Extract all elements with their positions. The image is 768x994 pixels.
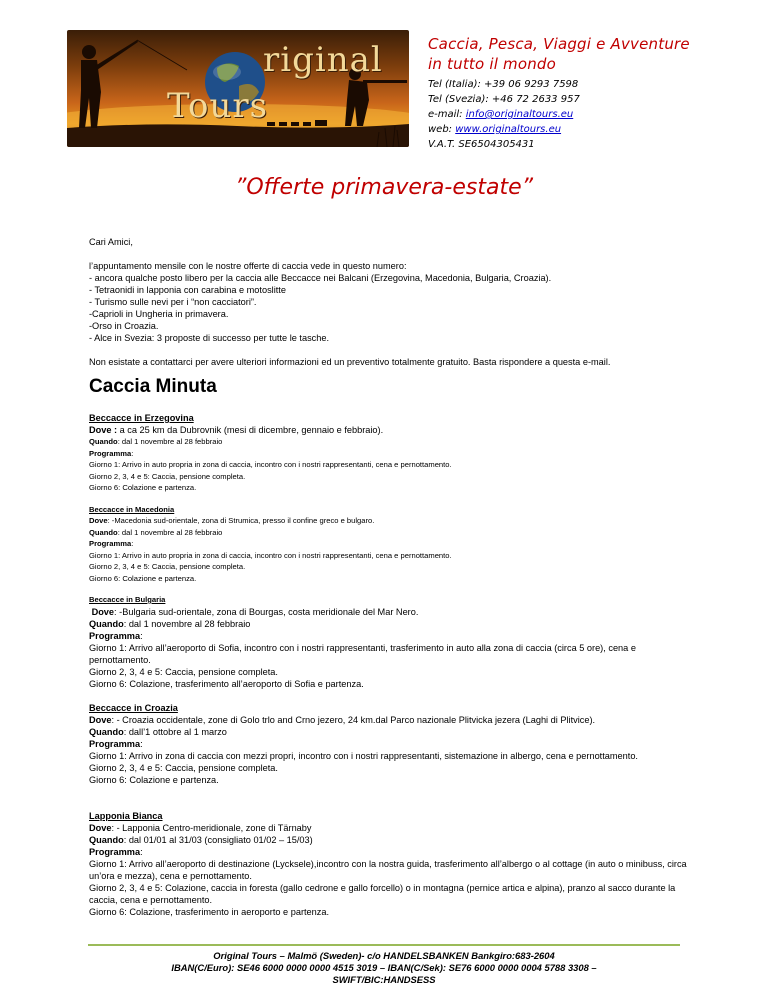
intro-item: - Tetraonidi in lapponia con carabina e motoslitte [89,285,286,295]
quando-label: Quando [89,834,124,845]
programma-suffix: : [140,738,143,749]
day-line: Giorno 2, 3, 4 e 5: Caccia, pensione completa. [89,562,246,571]
contact-block [428,34,728,152]
programma-line [89,846,689,858]
footer [0,950,768,986]
quando-value: : dal 1 novembre al 28 febbraio [123,618,251,629]
programma-label: Programma [89,738,141,749]
quando-line [89,527,689,539]
section-bulgaria [89,594,689,690]
section-title: Beccacce in Erzegovina [89,413,194,423]
day-line: Giorno 6: Colazione e partenza. [89,573,197,583]
day-line: Giorno 2, 3, 4 e 5: Colazione, caccia in foresta (gallo cedrone e gallo forcello) o in montagna (pernice artica e alpina), pranzo al sacco durante la caccia, cena e pernottamento. [89,882,676,905]
email-label: e-mail: [428,109,466,120]
programma-label: Programma [89,448,132,458]
programma-suffix: : [140,630,143,641]
dove-label: Dove [89,822,112,833]
dove-value: : - Lapponia Centro-meridionale, zone di Tärnaby [111,822,312,833]
footer-line: SWIFT/BIC:HANDSESS [332,974,436,985]
quando-value: : dal 01/01 al 31/03 (consigliato 01/02 – 15/03) [123,834,313,845]
quando-value: : dal 1 novembre al 28 febbraio [117,437,223,446]
day-line: Giorno 1: Arrivo all’aeroporto di destinazione (Lycksele),incontro con la nostra guida, trasferimento all’albergo o al cottage (in auto o minibuss, circa un’ora e mezza), cena e pernottamento. [89,858,687,881]
intro-item: - Alce in Svezia: 3 proposte di successo per tutte le tasche. [89,333,330,343]
section-macedonia [89,504,689,585]
web-label: web: [428,124,456,135]
quando-line [89,436,689,448]
dove-value: : - Croazia occidentale, zone di Golo trlo and Crno jezero, 24 km.dal Parco nazionale Plitvicka jezera (Laghi di Plitvice). [111,714,596,725]
quando-label: Quando [89,726,124,737]
day-line: Giorno 2, 3, 4 e 5: Caccia, pensione completa. [89,762,278,773]
section-heading: Caccia Minuta [89,376,217,397]
dove-label: Dove : [89,425,120,435]
web-link[interactable]: www.originaltours.eu [455,124,562,135]
vat-number: V.A.T. SE6504305431 [428,139,535,150]
section-title: Beccacce in Macedonia [89,504,175,514]
programma-line [89,630,689,642]
day-line: Giorno 2, 3, 4 e 5: Caccia, pensione completa. [89,471,246,481]
footer-line: Original Tours – Malmö (Sweden)- c/o HANDELSBANKEN Bankgiro:683-2604 [213,950,555,961]
dove-line [89,424,689,436]
dove-value: : -Bulgaria sud-orientale, zona di Bourgas, costa meridionale del Mar Nero. [114,606,419,617]
quando-line [89,618,689,630]
quando-line [89,834,689,846]
programma-suffix: : [131,539,134,548]
dove-label: Dove [91,606,115,617]
footer-line: IBAN(C/Euro): SE46 6000 0000 0000 4515 3019 – IBAN(C/Sek): SE76 6000 0000 0004 5788 3308 – [171,962,597,973]
email-link[interactable]: info@originaltours.eu [465,109,574,120]
phone-italy: Tel (Italia): +39 06 9293 7598 [428,79,579,90]
logo-text-top: riginal [263,40,383,80]
tagline-line2: in tutto il mondo [428,55,557,73]
dove-value: a ca 25 km da Dubrovnik (mesi di dicembre, gennaio e febbraio). [119,425,384,435]
phone-sweden: Tel (Svezia): +46 72 2633 957 [428,94,580,105]
section-title: Lapponia Bianca [89,810,163,821]
programma-suffix: : [131,448,134,458]
email-line [428,107,728,122]
web-line [428,122,728,137]
day-line: Giorno 2, 3, 4 e 5: Caccia, pensione completa. [89,666,278,677]
dove-label: Dove [89,714,112,725]
intro-item: - ancora qualche posto libero per la caccia alle Beccacce nei Balcani (Erzegovina, Macedonia, Bulgaria, Croazia). [89,273,552,283]
quando-label: Quando [89,527,118,537]
offers-title: ”Offerte primavera-estate” [234,175,534,200]
quando-line [89,726,689,738]
day-line: Giorno 1: Arrivo in auto propria in zona di caccia, incontro con i nostri rappresentanti, cena e pernottamento. [89,460,452,469]
quando-value: : dall’1 ottobre al 1 marzo [123,726,227,737]
programma-label: Programma [89,630,141,641]
logo-banner [67,30,409,147]
section-erzegovina [89,412,689,494]
quando-label: Quando [89,618,124,629]
logo-text-bottom: Tours [167,86,269,126]
day-line: Giorno 6: Colazione, trasferimento all’aeroporto di Sofia e partenza. [89,678,364,689]
day-line: Giorno 1: Arrivo in zona di caccia con mezzi propri, incontro con i nostri rappresentanti, sistemazione in albergo, cena e pernottamento. [89,750,638,761]
intro-item: -Orso in Croazia. [89,321,159,331]
greeting: Cari Amici, [89,237,133,247]
dove-label: Dove [89,516,108,525]
programma-line [89,448,689,460]
programma-line [89,538,689,550]
dove-line [89,714,689,726]
quando-label: Quando [89,437,118,446]
intro-closing: Non esistate a contattarci per avere ulteriori informazioni ed un preventivo totalmente gratuito. Basta rispondere a questa e-mail. [89,357,611,367]
tagline: Caccia, Pesca, Viaggi e Avventure [428,35,690,53]
programma-line [89,738,689,750]
programma-label: Programma [89,539,132,548]
day-line: Giorno 6: Colazione e partenza. [89,483,197,492]
section-lapponia [89,810,689,918]
dove-value: : -Macedonia sud-orientale, zona di Strumica, presso il confine greco e bulgaro. [107,516,375,525]
day-line: Giorno 6: Colazione, trasferimento in aeroporto e partenza. [89,906,330,917]
intro-item: - Turismo sulle nevi per i “non cacciatori”. [89,297,257,307]
dove-line [89,515,689,527]
intro-item: -Caprioli in Ungheria in primavera. [89,309,229,319]
dove-line [89,606,689,618]
section-title: Beccacce in Bulgaria [89,595,166,604]
section-croazia [89,702,689,786]
section-title: Beccacce in Croazia [89,702,178,713]
day-line: Giorno 1: Arrivo all’aeroporto di Sofia, incontro con i nostri rappresentanti, trasferimento in auto alla zona di caccia (circa 5 ore), cena e pernottamento. [89,642,636,665]
quando-value: : dal 1 novembre al 28 febbraio [117,527,223,537]
day-line: Giorno 6: Colazione e partenza. [89,774,219,785]
document-body [89,236,689,918]
day-line: Giorno 1: Arrivo in auto propria in zona di caccia, incontro con i nostri rappresentanti, cena e pernottamento. [89,550,452,560]
dove-line [89,822,689,834]
footer-divider [88,944,680,946]
programma-label: Programma [89,846,141,857]
intro-lead: l’appuntamento mensile con le nostre offerte di caccia vede in questo numero: [89,261,407,271]
programma-suffix: : [140,846,143,857]
